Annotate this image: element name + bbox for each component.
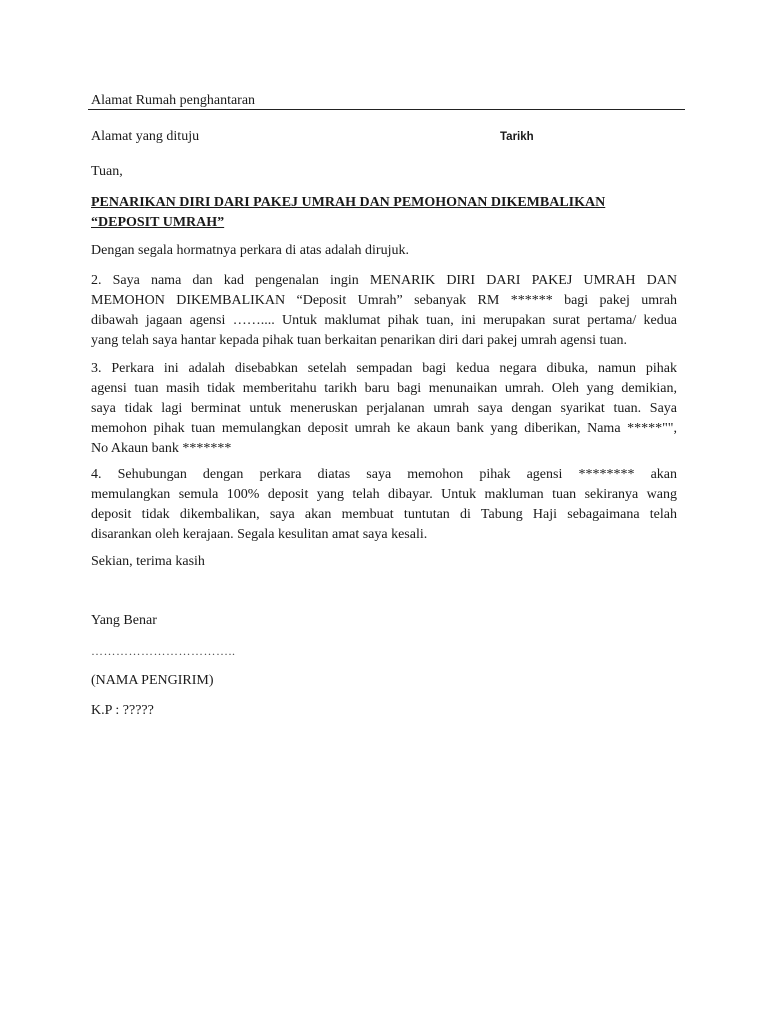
paragraph-line: MEMOHON DIKEMBALIKAN “Deposit Umrah” sebanyak RM ****** bagi pakej umrah (91, 293, 677, 308)
sender-id-number: K.P : ????? (91, 703, 154, 718)
sender-address: Alamat Rumah penghantaran (91, 93, 256, 108)
salutation: Tuan, (91, 164, 123, 179)
paragraph-line: No Akaun bank ******* (91, 441, 232, 456)
intro-sentence: Dengan segala hormatnya perkara di atas adalah dirujuk. (91, 243, 409, 258)
header-divider (88, 109, 685, 110)
subject-line-2: “DEPOSIT UMRAH” (91, 215, 225, 230)
recipient-address: Alamat yang dituju (91, 129, 200, 144)
paragraph-line: saya tidak lagi berminat untuk meneruskan perjalanan umrah saya dengan syarikat tuan. Saya (91, 401, 677, 416)
paragraph-line: 3. Perkara ini adalah disebabkan setelah sempadan bagi kedua negara dibuka, namun pihak (91, 361, 677, 376)
paragraph-line: memulangkan semula 100% deposit yang telah dibayar. Untuk makluman tuan sekiranya wang (91, 487, 677, 502)
valediction: Yang Benar (91, 613, 157, 628)
paragraph-2 (91, 271, 677, 351)
paragraph-3 (91, 359, 677, 459)
paragraph-4 (91, 465, 677, 545)
date-label: Tarikh (500, 131, 534, 143)
paragraph-line: deposit tidak dikembalikan, saya akan membuat tuntutan di Tabung Haji sebagaimana telah (91, 507, 677, 522)
paragraph-line: memohon pihak tuan memulangkan deposit umrah ke akaun bank yang diberikan, Nama *****"", (91, 421, 677, 436)
paragraph-line: agensi tuan masih tidak memberitahu tarikh baru bagi menunaikan umrah. Oleh yang demikian, (91, 381, 677, 396)
paragraph-line: yang telah saya hantar kepada pihak tuan berkaitan penarikan diri dari pakej umrah agensi tuan. (91, 333, 628, 348)
subject-heading (91, 193, 681, 233)
signature-line: …………………………….. (91, 644, 236, 658)
closing-remark: Sekian, terima kasih (91, 554, 205, 569)
subject-line-1: PENARIKAN DIRI DARI PAKEJ UMRAH DAN PEMOHONAN DIKEMBALIKAN (91, 195, 606, 210)
paragraph-line: 4. Sehubungan dengan perkara diatas saya memohon pihak agensi ******** akan (91, 467, 677, 482)
sender-name: (NAMA PENGIRIM) (91, 673, 214, 688)
paragraph-line: disarankan oleh kerajaan. Segala kesulitan amat saya kesali. (91, 527, 428, 542)
paragraph-line: dibawah jagaan agensi …….... Untuk maklumat pihak tuan, ini merupakan surat pertama/ kedua (91, 313, 677, 328)
paragraph-line: 2. Saya nama dan kad pengenalan ingin MENARIK DIRI DARI PAKEJ UMRAH DAN (91, 273, 677, 288)
